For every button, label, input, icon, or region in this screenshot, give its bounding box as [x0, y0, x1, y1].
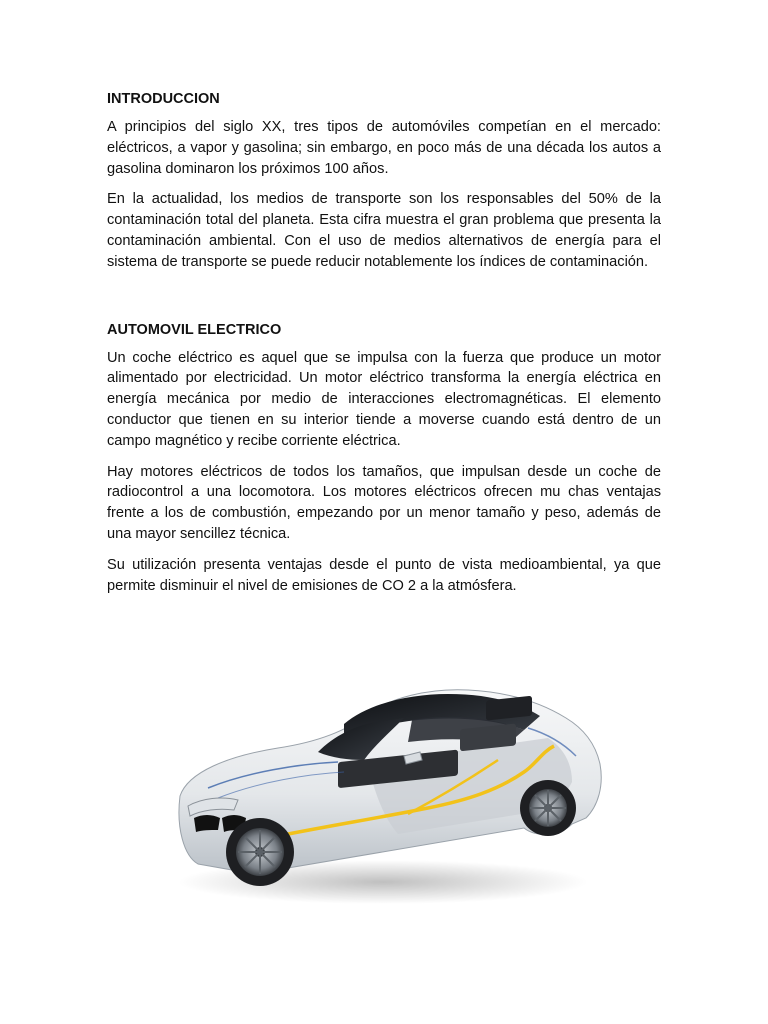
paragraph: En la actualidad, los medios de transporte son los responsables del 50% de la contaminación total del planeta. Esta cifra muestra el gran problema que presenta la contaminación ambiental. Con el uso de medios alternativos de energía para el sistema de transporte se puede reducir notablemente los índices de contaminación. — [107, 191, 661, 270]
document-body — [107, 88, 661, 606]
paragraph: Hay motores eléctricos de todos los tamaños, que impulsan desde un coche de radiocontrol a una locomotora. Los motores eléctricos ofrecen mu chas ventajas frente a los de combustión, empezando por un menor tamaño y peso, además de una mayor sencillez técnica. — [107, 463, 661, 542]
electric-car-figure — [168, 668, 608, 914]
section-spacer — [107, 283, 661, 319]
paragraph: Su utilización presenta ventajas desde el punto de vista medioambiental, ya que permite disminuir el nivel de emisiones de CO 2 a la atmósfera. — [107, 556, 661, 594]
electric-car-cutaway-icon — [168, 668, 608, 914]
section-introduccion — [107, 88, 661, 273]
section-heading: AUTOMOVIL ELECTRICO — [107, 321, 282, 338]
paragraph: A principios del siglo XX, tres tipos de automóviles competían en el mercado: eléctricos, a vapor y gasolina; sin embargo, en poco más de una década los autos a gasolina dominaron los próximos 100 años. — [107, 119, 661, 177]
section-heading: INTRODUCCION — [107, 91, 220, 107]
paragraph: Un coche eléctrico es aquel que se impulsa con la fuerza que produce un motor alimentado por electricidad. Un motor eléctrico transforma la energía eléctrica en energía mecánica por medio de interacciones electromagnéticas. El elemento conductor que tienen en su interior tiende a moverse cuando está dentro de un campo magnético y recibe corriente eléctrica. — [107, 349, 661, 449]
section-automovil-electrico — [107, 319, 661, 597]
